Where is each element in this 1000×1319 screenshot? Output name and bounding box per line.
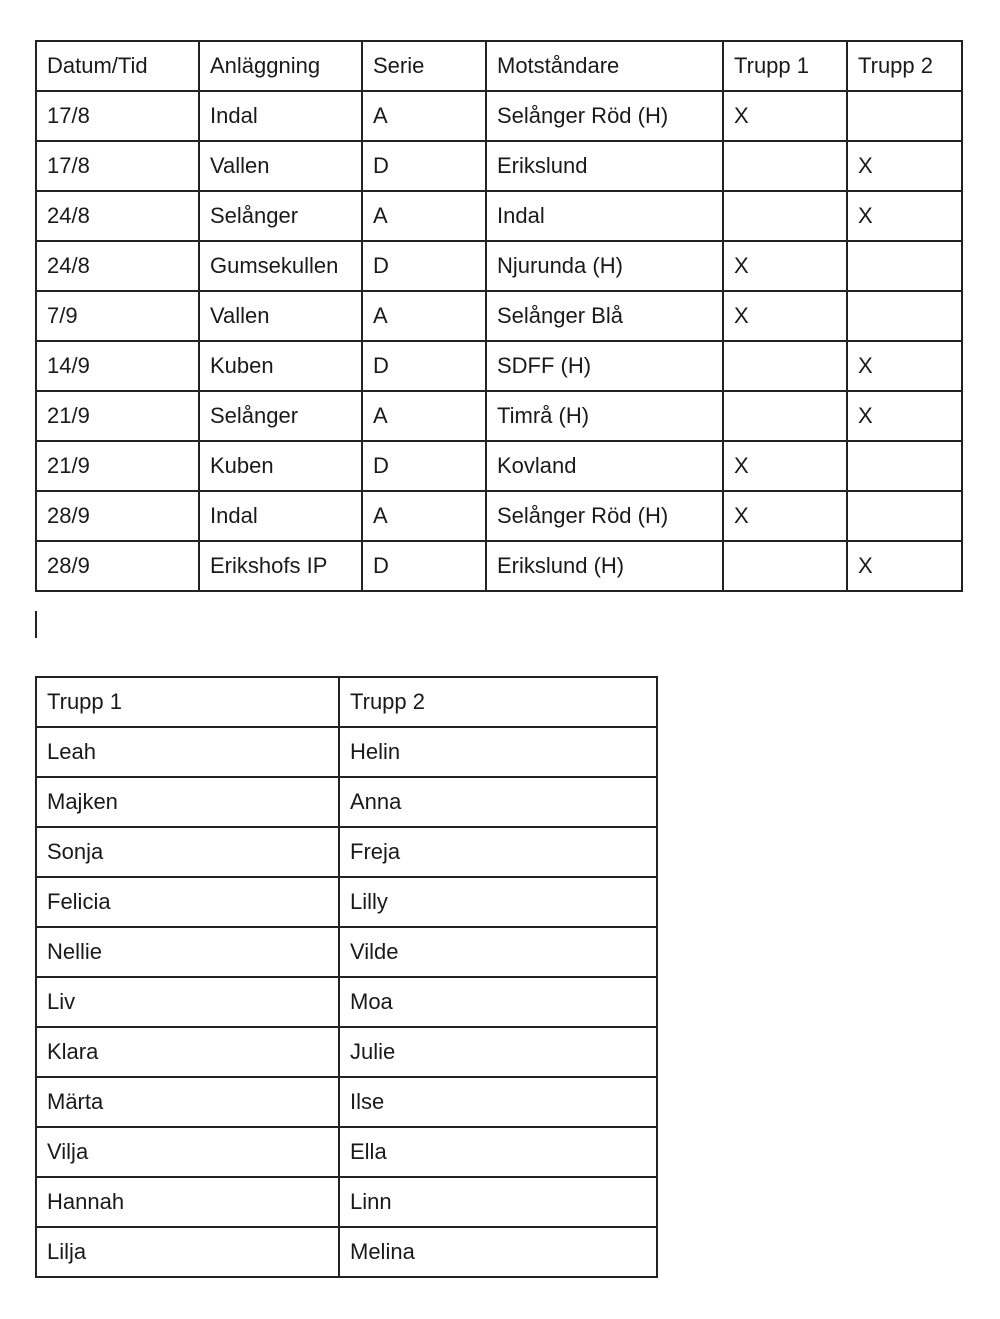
header-trupp-1: Trupp 1 bbox=[36, 677, 339, 727]
series-cell: A bbox=[362, 391, 486, 441]
match-schedule-table bbox=[35, 40, 963, 592]
header-datum-tid: Datum/Tid bbox=[36, 41, 199, 91]
opponent-cell: Selånger Blå bbox=[486, 291, 723, 341]
trupp-1-cell bbox=[723, 141, 847, 191]
venue-cell: Vallen bbox=[199, 141, 362, 191]
trupp-1-cell bbox=[723, 391, 847, 441]
date-cell: 28/9 bbox=[36, 491, 199, 541]
trupp-1-player-cell: Majken bbox=[36, 777, 339, 827]
series-cell: A bbox=[362, 91, 486, 141]
date-cell: 17/8 bbox=[36, 91, 199, 141]
date-cell: 24/8 bbox=[36, 241, 199, 291]
squad-row bbox=[36, 1227, 657, 1277]
schedule-header-row bbox=[36, 41, 962, 91]
series-cell: D bbox=[362, 541, 486, 591]
squad-row bbox=[36, 977, 657, 1027]
schedule-row bbox=[36, 191, 962, 241]
venue-cell: Selånger bbox=[199, 191, 362, 241]
opponent-cell: SDFF (H) bbox=[486, 341, 723, 391]
trupp-1-cell bbox=[723, 341, 847, 391]
schedule-row bbox=[36, 491, 962, 541]
trupp-1-player-cell: Vilja bbox=[36, 1127, 339, 1177]
opponent-cell: Indal bbox=[486, 191, 723, 241]
squad-row bbox=[36, 877, 657, 927]
trupp-2-cell: X bbox=[847, 141, 962, 191]
trupp-2-cell: X bbox=[847, 541, 962, 591]
trupp-2-player-cell: Moa bbox=[339, 977, 657, 1027]
date-cell: 21/9 bbox=[36, 391, 199, 441]
opponent-cell: Njurunda (H) bbox=[486, 241, 723, 291]
squad-row bbox=[36, 827, 657, 877]
trupp-1-cell: X bbox=[723, 441, 847, 491]
trupp-2-cell: X bbox=[847, 341, 962, 391]
venue-cell: Kuben bbox=[199, 441, 362, 491]
venue-cell: Indal bbox=[199, 91, 362, 141]
squad-header-row bbox=[36, 677, 657, 727]
trupp-1-player-cell: Lilja bbox=[36, 1227, 339, 1277]
venue-cell: Vallen bbox=[199, 291, 362, 341]
header-trupp-2: Trupp 2 bbox=[847, 41, 962, 91]
trupp-2-cell bbox=[847, 441, 962, 491]
schedule-row bbox=[36, 391, 962, 441]
trupp-1-cell bbox=[723, 191, 847, 241]
series-cell: D bbox=[362, 441, 486, 491]
trupp-1-cell: X bbox=[723, 491, 847, 541]
trupp-2-player-cell: Anna bbox=[339, 777, 657, 827]
trupp-1-cell: X bbox=[723, 291, 847, 341]
date-cell: 24/8 bbox=[36, 191, 199, 241]
header-motstandare: Motståndare bbox=[486, 41, 723, 91]
trupp-1-player-cell: Nellie bbox=[36, 927, 339, 977]
venue-cell: Gumsekullen bbox=[199, 241, 362, 291]
trupp-2-cell bbox=[847, 491, 962, 541]
trupp-1-player-cell: Leah bbox=[36, 727, 339, 777]
trupp-1-player-cell: Liv bbox=[36, 977, 339, 1027]
header-anlaggning: Anläggning bbox=[199, 41, 362, 91]
table-border-stub bbox=[35, 611, 37, 638]
trupp-2-player-cell: Julie bbox=[339, 1027, 657, 1077]
trupp-2-cell bbox=[847, 241, 962, 291]
schedule-row bbox=[36, 141, 962, 191]
venue-cell: Selånger bbox=[199, 391, 362, 441]
trupp-2-cell bbox=[847, 91, 962, 141]
schedule-row bbox=[36, 541, 962, 591]
series-cell: A bbox=[362, 291, 486, 341]
trupp-1-player-cell: Felicia bbox=[36, 877, 339, 927]
trupp-1-cell: X bbox=[723, 241, 847, 291]
squad-row bbox=[36, 1127, 657, 1177]
trupp-2-cell bbox=[847, 291, 962, 341]
trupp-1-player-cell: Hannah bbox=[36, 1177, 339, 1227]
squad-row bbox=[36, 1027, 657, 1077]
date-cell: 17/8 bbox=[36, 141, 199, 191]
trupp-2-player-cell: Helin bbox=[339, 727, 657, 777]
header-trupp-2: Trupp 2 bbox=[339, 677, 657, 727]
date-cell: 14/9 bbox=[36, 341, 199, 391]
trupp-2-player-cell: Ella bbox=[339, 1127, 657, 1177]
series-cell: D bbox=[362, 141, 486, 191]
schedule-row bbox=[36, 291, 962, 341]
trupp-2-cell: X bbox=[847, 391, 962, 441]
squad-body bbox=[36, 677, 657, 1277]
squad-row bbox=[36, 727, 657, 777]
series-cell: A bbox=[362, 491, 486, 541]
squad-table bbox=[35, 676, 658, 1278]
series-cell: D bbox=[362, 341, 486, 391]
header-trupp-1: Trupp 1 bbox=[723, 41, 847, 91]
date-cell: 28/9 bbox=[36, 541, 199, 591]
trupp-1-player-cell: Märta bbox=[36, 1077, 339, 1127]
venue-cell: Erikshofs IP bbox=[199, 541, 362, 591]
schedule-row bbox=[36, 91, 962, 141]
squad-row bbox=[36, 927, 657, 977]
trupp-1-player-cell: Sonja bbox=[36, 827, 339, 877]
trupp-2-player-cell: Freja bbox=[339, 827, 657, 877]
schedule-row bbox=[36, 441, 962, 491]
squad-row bbox=[36, 777, 657, 827]
opponent-cell: Erikslund bbox=[486, 141, 723, 191]
series-cell: D bbox=[362, 241, 486, 291]
date-cell: 21/9 bbox=[36, 441, 199, 491]
trupp-2-player-cell: Linn bbox=[339, 1177, 657, 1227]
schedule-row bbox=[36, 241, 962, 291]
trupp-2-player-cell: Melina bbox=[339, 1227, 657, 1277]
squad-row bbox=[36, 1177, 657, 1227]
trupp-1-cell: X bbox=[723, 91, 847, 141]
match-schedule-body bbox=[36, 41, 962, 591]
opponent-cell: Timrå (H) bbox=[486, 391, 723, 441]
opponent-cell: Selånger Röd (H) bbox=[486, 491, 723, 541]
squad-row bbox=[36, 1077, 657, 1127]
opponent-cell: Erikslund (H) bbox=[486, 541, 723, 591]
date-cell: 7/9 bbox=[36, 291, 199, 341]
trupp-2-player-cell: Ilse bbox=[339, 1077, 657, 1127]
trupp-2-player-cell: Vilde bbox=[339, 927, 657, 977]
venue-cell: Indal bbox=[199, 491, 362, 541]
header-serie: Serie bbox=[362, 41, 486, 91]
opponent-cell: Selånger Röd (H) bbox=[486, 91, 723, 141]
trupp-1-player-cell: Klara bbox=[36, 1027, 339, 1077]
schedule-row bbox=[36, 341, 962, 391]
trupp-1-cell bbox=[723, 541, 847, 591]
opponent-cell: Kovland bbox=[486, 441, 723, 491]
series-cell: A bbox=[362, 191, 486, 241]
trupp-2-player-cell: Lilly bbox=[339, 877, 657, 927]
trupp-2-cell: X bbox=[847, 191, 962, 241]
venue-cell: Kuben bbox=[199, 341, 362, 391]
